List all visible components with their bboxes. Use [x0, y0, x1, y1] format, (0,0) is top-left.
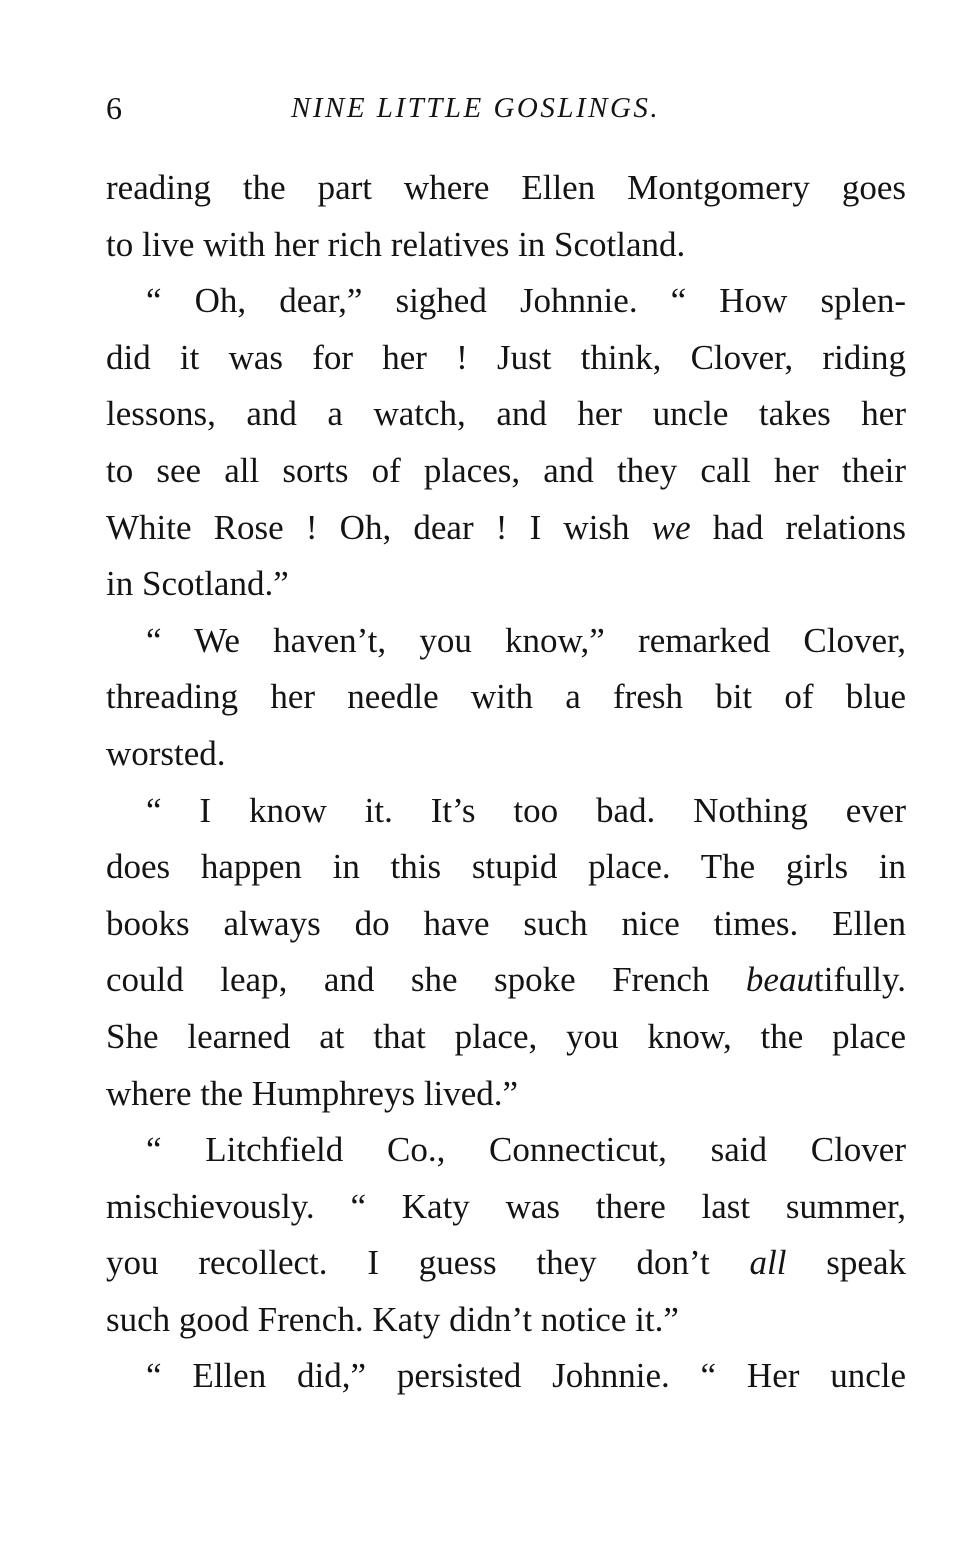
text-segment: reading the part where Ellen Montgomery goes — [106, 168, 906, 207]
text-segment: in Scotland.” — [106, 564, 289, 604]
text-line — [106, 443, 906, 500]
text-line — [106, 1009, 906, 1066]
text-segment: “ Litchfield Co., Connecticut, said Clover — [146, 1130, 906, 1170]
text-segment: threading her needle with a fresh bit of blue — [106, 677, 906, 717]
text-line — [106, 669, 906, 726]
page-number: 6 — [106, 90, 122, 126]
text-line — [106, 783, 906, 840]
text-line — [106, 330, 906, 387]
text-segment: had relations — [690, 507, 906, 547]
text-line — [106, 1179, 906, 1236]
text-segment: worsted. — [106, 733, 226, 773]
running-title: NINE LITTLE GOSLINGS. — [291, 92, 661, 124]
emphasized-text: all — [749, 1243, 787, 1283]
text-line — [106, 556, 906, 613]
text-line — [106, 1122, 906, 1179]
text-segment: where the Humphreys lived.” — [106, 1073, 519, 1113]
text-segment: tifully. — [813, 960, 906, 1000]
text-line — [106, 160, 906, 217]
text-segment: you recollect. I guess they don’t — [106, 1243, 750, 1283]
text-line — [106, 839, 906, 896]
body-text — [106, 160, 906, 1405]
text-segment: could leap, and she spoke French — [106, 960, 746, 1000]
text-line — [106, 726, 906, 783]
text-segment: White Rose ! Oh, dear ! I wish — [106, 507, 652, 547]
text-line — [106, 273, 906, 330]
text-segment: books always do have such nice times. Ellen — [106, 903, 906, 943]
text-line — [106, 217, 906, 274]
text-segment: She learned at that place, you know, the place — [106, 1016, 906, 1056]
text-segment: speak — [786, 1243, 906, 1283]
text-line — [106, 896, 906, 953]
text-line — [106, 386, 906, 443]
text-segment: did it was for her ! Just think, Clover, riding — [106, 337, 906, 377]
text-line — [106, 1292, 906, 1349]
text-segment: “ We haven’t, you know,” remarked Clover, — [146, 620, 906, 660]
text-segment: mischievously. “ Katy was there last summer, — [106, 1186, 906, 1226]
text-segment: “ I know it. It’s too bad. Nothing ever — [146, 790, 906, 830]
text-line — [106, 952, 906, 1009]
emphasized-text: we — [651, 507, 691, 547]
text-segment: “ Ellen did,” persisted Johnnie. “ Her uncle — [146, 1356, 906, 1396]
text-segment: does happen in this stupid place. The girls in — [106, 847, 906, 887]
emphasized-text: beau — [745, 960, 814, 1000]
text-line — [106, 1348, 906, 1405]
text-segment: such good French. Katy didn’t notice it.” — [106, 1299, 679, 1339]
text-line — [106, 613, 906, 670]
text-line — [106, 1066, 906, 1123]
text-segment: “ Oh, dear,” sighed Johnnie. “ How splen- — [146, 281, 906, 321]
text-line — [106, 500, 906, 557]
page-header — [106, 86, 906, 130]
text-segment: to live with her rich relatives in Scotland. — [106, 224, 686, 264]
text-line — [106, 1235, 906, 1292]
text-segment: to see all sorts of places, and they call her their — [106, 450, 906, 490]
text-segment: lessons, and a watch, and her uncle takes her — [106, 394, 906, 434]
